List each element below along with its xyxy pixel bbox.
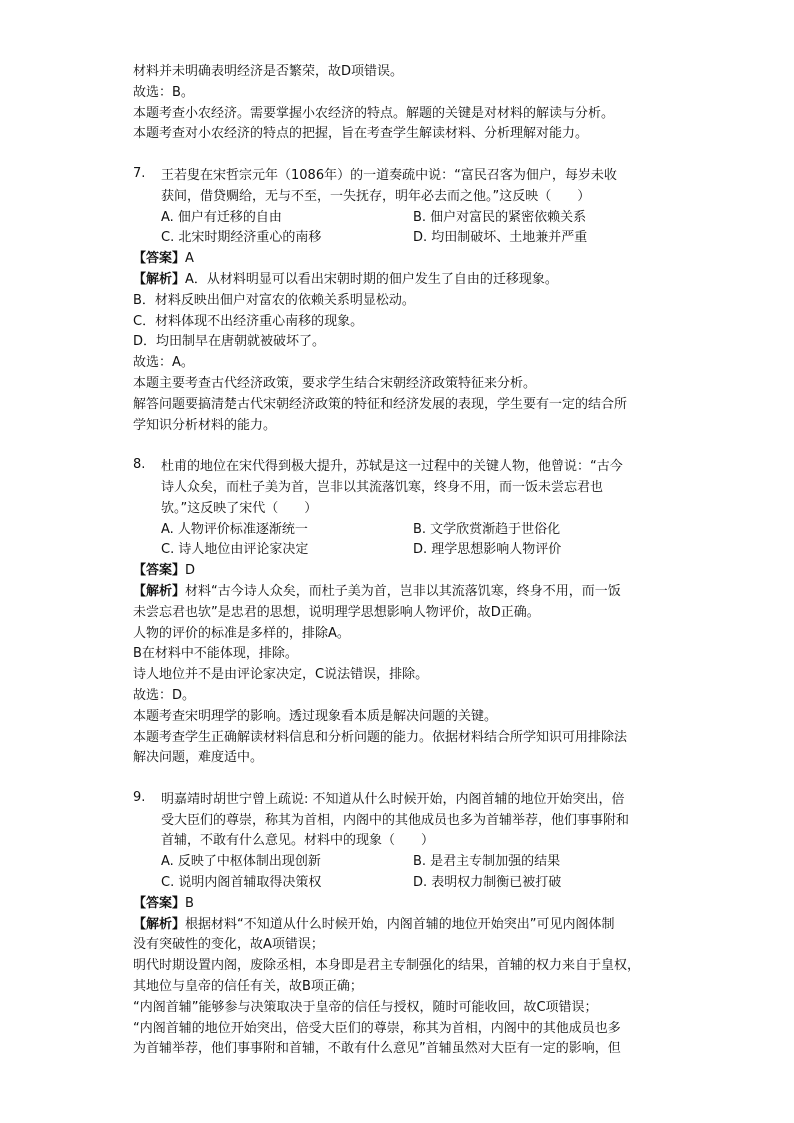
question-number: 8. (133, 457, 146, 473)
question-number: 7. (133, 165, 146, 181)
option-c: C. 北宋时期经济重心的南移 (161, 230, 322, 246)
question-stem-line: 杜甫的地位在宋代得到极大提升，苏轼是这一过程中的关键人物，他曾说：“古今 (161, 459, 623, 475)
previous-answer-block (133, 62, 663, 145)
option-b: B. 是君主专制加强的结果 (413, 854, 561, 870)
analysis-text: 根据材料“不知道从什么时候开始，内阁首辅的地位开始突出”可见内阁体制 (185, 916, 615, 932)
analysis-line: 没有突破性的变化，故A项错误； (133, 937, 324, 953)
question-stem-line: 王若叟在宋哲宗元年（1086年）的一道奏疏中说：“富民召客为佃户，每岁未收 (161, 167, 617, 183)
option-d: D. 理学思想影响人物评价 (413, 542, 562, 558)
question-stem-line: 首辅，不敢有什么意见。材料中的现象（ ） (161, 833, 435, 849)
answer-tag: 【答案】 (133, 895, 186, 911)
analysis-line: “内阁首辅”能够参与决策取决于皇帝的信任与授权，随时可能收回，故C项错误； (133, 999, 598, 1015)
analysis-line: 解决问题，难度适中。 (133, 750, 264, 766)
question-7 (133, 166, 663, 436)
analysis-line: B在材料中不能体现，排除。 (133, 646, 298, 662)
answer-line (133, 894, 663, 915)
answer-value: A (185, 251, 194, 267)
analysis-line (133, 582, 663, 603)
answer-value: B (185, 895, 194, 911)
answer-value: D (185, 563, 196, 579)
analysis-text: 材料“古今诗人众矣，而杜子美为首，岂非以其流落饥寒，终身不用，而一饭 (185, 583, 621, 599)
question-stem-line: 欤。”这反映了宋代（ ） (161, 500, 318, 516)
text-line: 本题考查对小农经济的特点的把握，旨在考查学生解读材料、分析理解对能力。 (133, 126, 589, 142)
question-number: 9. (133, 789, 146, 805)
analysis-line: 学知识分析材料的能力。 (133, 417, 277, 433)
analysis-line: 故选：D。 (133, 687, 196, 703)
answer-line (133, 561, 663, 582)
text-line: 材料并未明确表明经济是否繁荣，故D项错误。 (133, 64, 404, 79)
option-b: B. 佃户对富民的紧密依赖关系 (413, 209, 587, 225)
analysis-line: D．均田制早在唐朝就被破坏了。 (133, 334, 326, 350)
analysis-line: 本题考查学生正确解读材料信息和分析问题的能力。依据材料结合所学知识可用排除法 (133, 729, 628, 745)
option-d: D. 表明权力制衡已被打破 (413, 875, 562, 891)
option-c: C. 诗人地位由评论家决定 (161, 542, 309, 558)
page-content (133, 62, 663, 1060)
analysis-line: 本题考查宋明理学的影响。透过现象看本质是解决问题的关键。 (133, 708, 498, 724)
analysis-line (133, 915, 663, 936)
analysis-line: C．材料体现不出经济重心南移的现象。 (133, 313, 364, 329)
analysis-line: 明代时期设置内阁，废除丞相，本身即是君主专制强化的结果，首辅的权力来自于皇权， (133, 958, 641, 974)
analysis-tag: 【解析】 (133, 916, 186, 932)
analysis-line: 其地位与皇帝的信任有关，故B项正确； (133, 979, 363, 995)
option-b: B. 文学欣赏渐趋于世俗化 (413, 521, 561, 537)
analysis-tag: 【解析】 (133, 583, 186, 599)
answer-tag: 【答案】 (133, 563, 186, 579)
analysis-line: 未尝忘君也欤”是忠君的思想，说明理学思想影响人物评价，故D正确。 (133, 604, 540, 620)
analysis-text: A．从材料明显可以看出宋朝时期的佃户发生了自由的迁移现象。 (185, 271, 558, 287)
question-stem-line: 诗人众矣，而杜子美为首，岂非以其流落饥寒，终身不用，而一饭未尝忘君也 (161, 479, 604, 495)
question-8 (133, 457, 663, 769)
answer-tag: 【答案】 (133, 251, 186, 267)
text-line: 故选：B。 (133, 84, 194, 100)
analysis-line: 为首辅举荐，他们事事附和首辅，不敢有什么意见”首辅虽然对大臣有一定的影响，但 (133, 1041, 621, 1057)
question-9 (133, 790, 663, 1060)
analysis-line: 人物的评价的标准是多样的，排除A。 (133, 625, 350, 641)
analysis-line: 故选：A。 (133, 355, 194, 371)
question-stem-line: 受大臣们的尊崇，称其为首相，内阁中的其他成员也多为首辅举荐，他们事事附和 (161, 812, 630, 828)
answer-line (133, 249, 663, 270)
analysis-line: “内阁首辅的地位开始突出，倍受大臣们的尊崇，称其为首相，内阁中的其他成员也多 (133, 1020, 621, 1036)
analysis-line: 解答问题要搞清楚古代宋朝经济政策的特征和经济发展的表现，学生要有一定的结合所 (133, 396, 628, 412)
text-line: 本题考查小农经济。需要掌握小农经济的特点。解题的关键是对材料的解读与分析。 (133, 105, 615, 121)
analysis-line: 本题主要考查古代经济政策，要求学生结合宋朝经济政策特征来分析。 (133, 375, 537, 391)
analysis-tag: 【解析】 (133, 271, 186, 287)
option-a: A. 人物评价标准逐渐统一 (161, 521, 308, 537)
analysis-line: B．材料反映出佃户对富农的依赖关系明显松动。 (133, 292, 415, 308)
option-d: D. 均田制破坏、土地兼并严重 (413, 230, 588, 246)
option-a: A. 佃户有迁移的自由 (161, 209, 282, 225)
question-stem-line: 明嘉靖时胡世宁曾上疏说: 不知道从什么时候开始，内阁首辅的地位开始突出，倍 (161, 791, 625, 807)
analysis-line: 诗人地位并不是由评论家决定，C说法错误，排除。 (133, 667, 429, 683)
option-c: C. 说明内阁首辅取得决策权 (161, 875, 322, 891)
question-stem-line: 获间，借贷赒给，无与不至，一失抚存，明年必去而之他。”这反映（ ） (161, 188, 591, 204)
option-a: A. 反映了中枢体制出现创新 (161, 854, 321, 870)
analysis-line (133, 270, 663, 291)
